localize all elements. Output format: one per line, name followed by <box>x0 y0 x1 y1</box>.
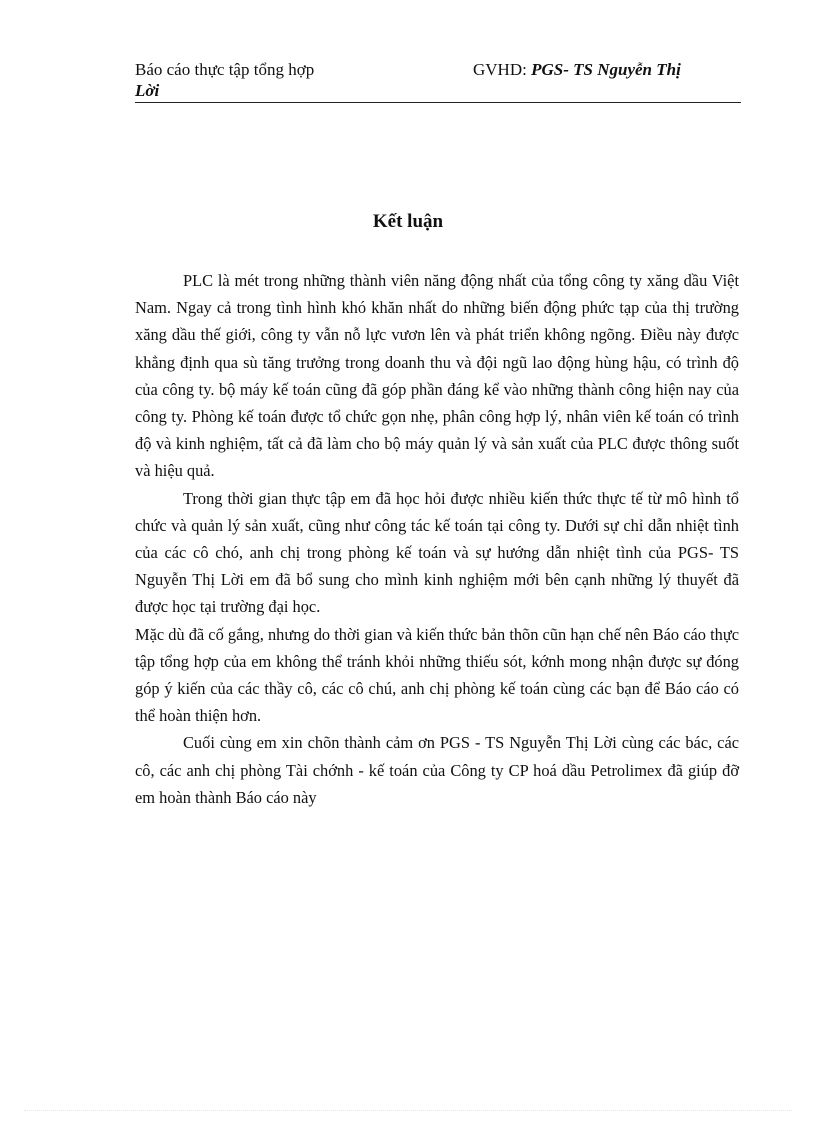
paragraph: Trong thời gian thực tập em đã học hỏi được nhiều kiến thức thực tế từ mô hình tổ chức và quản lý sản xuất, cũng như công tác kế toán tại công ty. Dưới sự chỉ dẫn nhiệt tình của các cô chó, anh chị trong phòng kế toán và sự hướng dẫn nhiệt tình của PGS- TS Nguyễn Thị Lời em đã bổ sung cho mình kinh nghiệm mới bên cạnh những lý thuyết đã được học tại trường đại học. <box>135 488 739 617</box>
paragraph: Cuối cùng em xin chõn thành cảm ơn PGS - TS Nguyễn Thị Lời cùng các bác, các cô, các anh chị phòng Tài chớnh - kế toán của Công ty CP hoá dầu Petrolimex đã giúp đỡ em hoàn thành Báo cáo này <box>135 733 739 807</box>
advisor-label: GVHD: <box>473 60 527 79</box>
page-header <box>135 56 741 103</box>
paragraph: Mặc dù đã cố gắng, nhưng do thời gian và kiến thức bản thõn cũn hạn chế nên Báo cáo thực tập tổng hợp của em không thể tránh khỏi những thiếu sót, kớnh mong nhận được sự đóng góp ý kiến của các thầy cô, các cô chú, anh chị phòng kế toán cùng các bạn để Báo cáo có thể hoàn thiện hơn. <box>135 624 739 726</box>
advisor-line <box>473 59 681 81</box>
advisor-name: PGS- TS Nguyễn Thị <box>531 60 681 79</box>
document-title: Kết luận <box>372 211 444 232</box>
report-type: Báo cáo thực tập tổng hợp <box>135 60 315 79</box>
paragraph: PLC là mét trong những thành viên năng động nhất của tổng công ty xăng dầu Việt Nam. Ngay cả trong tình hình khó khăn nhất do những biến động phức tạp của thị trường xăng dầu thế giới, công ty vẫn nỗ lực vươn lên và phát triển không ngõng. Điều này được khẳng định qua sù tăng trưởng trong doanh thu và đội ngũ lao động hùng hậu, có trình độ của công ty. bộ máy kế toán cũng đã góp phần đáng kể vào những thành công hiện nay của công ty. Phòng kế toán được tổ chức gọn nhẹ, phân công hợp lý, nhân viên kế toán có trình độ và kinh nghiệm, tất cả đã làm cho bộ máy quản lý và sản xuất của PLC được thông suốt và hiệu quả. <box>135 271 739 481</box>
page-footer-divider <box>24 1110 792 1111</box>
advisor-name-continued: Lời <box>135 81 160 100</box>
document-body <box>135 267 739 811</box>
